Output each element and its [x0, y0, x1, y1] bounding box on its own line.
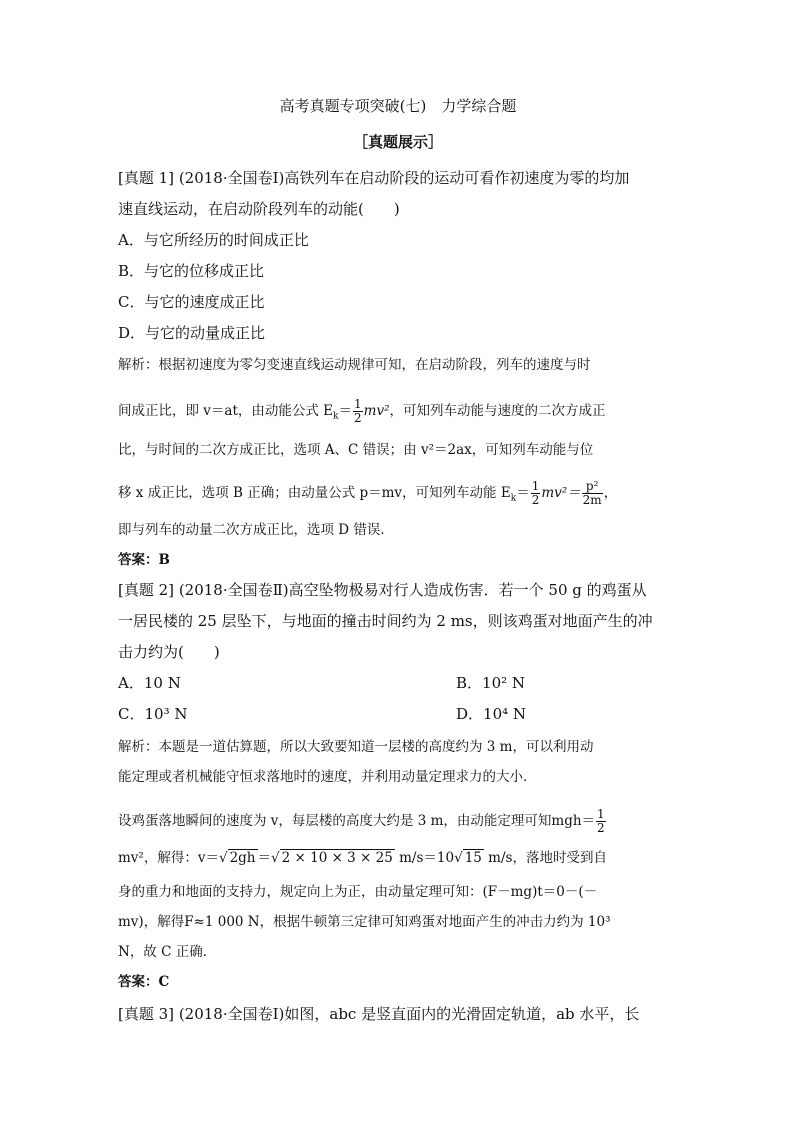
q1-option-d: D．与它的动量成正比 [118, 324, 266, 342]
q1-label: [真题 1] [118, 169, 175, 187]
q2-option-d: D．10⁴ N [456, 705, 527, 723]
q1-sol-2b: ，可知列车动能与速度的二次方成正 [389, 403, 606, 419]
q2-solution-line-6: mv)，解得F≈1 000 N，根据牛顿第三定律可知鸡蛋对地面产生的冲击力约为 10³ [118, 914, 611, 930]
frac-den-3: 2 [597, 821, 605, 835]
fraction-half-3 [596, 808, 606, 835]
q1-stem-text-1: 高铁列车在启动阶段的运动可看作初速度为零的均加 [284, 169, 630, 187]
frac-den-2: 2 [531, 493, 540, 507]
q2-solution-line-2: 能定理或者机械能守恒求落地时的速度，并利用动量定理求力的大小． [118, 769, 537, 785]
q2-source: (2018·全国卷Ⅱ) [178, 581, 289, 599]
q1-solution-line-2 [118, 398, 678, 427]
q2-sol-4a: mv²，解得：v＝ [118, 850, 219, 866]
frac-num-3: 1 [597, 807, 605, 821]
q1-option-b: B．与它的位移成正比 [118, 262, 265, 280]
q1-option-c: C．与它的速度成正比 [118, 293, 265, 311]
q3-source: (2018·全国卷Ⅰ) [178, 1005, 285, 1023]
frac-num: 1 [354, 397, 362, 411]
q2-option-c: C．10³ N [118, 705, 188, 723]
q1-stem-line-2: 速直线运动，在启动阶段列车的动能( ) [118, 200, 400, 218]
fraction-half-2 [531, 480, 541, 507]
q2-solution-line-7: N，故 C 正确． [118, 944, 217, 960]
q2-option-a: A．10 N [118, 674, 181, 692]
frac-den: 2 [354, 411, 362, 425]
q2-stem-line-2: 一居民楼的 25 层坠下，与地面的撞击时间约为 2 ms，则该鸡蛋对地面产生的冲 [118, 612, 653, 630]
q1-solution-line-4 [118, 480, 678, 509]
q2-solution-line-1: 解析：本题是一道估算题，所以大致要知道一层楼的高度约为 3 m，可以利用动 [118, 739, 594, 755]
q1-answer: 答案：B [118, 552, 170, 568]
mv2-term-2: mv²＝ [541, 485, 581, 501]
sqrt-sign-2: √ [271, 850, 280, 866]
sqrt-sign-3: √ [454, 850, 463, 866]
eq-sign-2: ＝ [516, 485, 530, 501]
q1-stem-line-1 [118, 168, 678, 188]
q2-option-b: B．10² N [456, 674, 526, 692]
q3-stem-line-1 [118, 1004, 678, 1024]
q2-stem-text-1: 高空坠物极易对行人造成伤害．若一个 50 g 的鸡蛋从 [288, 581, 647, 599]
sqrt-sign-1: √ [218, 850, 228, 866]
page-title: 高考真题专项突破(七) 力学综合题 [279, 97, 517, 115]
sqrt-15: 15 [464, 850, 482, 866]
mv2-term: mv² [363, 403, 390, 419]
eq-sign-3: ＝ [257, 850, 272, 866]
ek-subscript: k [333, 411, 339, 422]
frac-p2: p² [582, 480, 603, 494]
q1-sol-2a: 间成正比，即 v＝at，由动能公式 E [118, 403, 334, 419]
comma: ， [603, 485, 618, 501]
q3-label: [真题 3] [118, 1005, 175, 1023]
q1-solution-line-5: 即与列车的动量二次方成正比，选项 D 错误． [118, 522, 394, 538]
q1-source: (2018·全国卷Ⅰ) [178, 169, 285, 187]
q2-solution-line-4 [118, 848, 678, 868]
sqrt-2gh: 2gh [229, 850, 256, 866]
fraction-half [353, 398, 363, 425]
q2-stem-line-1 [118, 580, 678, 600]
q2-solution-line-3 [118, 808, 678, 835]
frac-num-2: 1 [531, 479, 540, 493]
q2-sol-4b: m/s＝10 [394, 850, 455, 866]
eq-sign: ＝ [338, 403, 353, 419]
ek-subscript-2: k [510, 493, 517, 504]
q2-options-row-1 [118, 673, 678, 693]
q3-stem-text-1: 如图，abc 是竖直面内的光滑固定轨道，ab 水平，长 [284, 1005, 640, 1023]
sqrt-expression: 2 × 10 × 3 × 25 [281, 850, 393, 866]
fraction-p2-2m [582, 480, 603, 507]
q2-sol-3: 设鸡蛋落地瞬间的速度为 v，每层楼的高度大约是 3 m，由动能定理可知mgh＝ [118, 813, 596, 829]
q1-solution-line-3: 比，与时间的二次方成正比，选项 A、C 错误；由 v²＝2ax，可知列车动能与位 [118, 442, 594, 458]
q1-sol-4a: 移 x 成正比，选项 B 正确；由动量公式 p＝mv，可知列车动能 E [118, 485, 511, 501]
section-heading: ［真题展示］ [352, 133, 443, 151]
q2-label: [真题 2] [118, 581, 175, 599]
frac-2m: 2m [582, 493, 602, 507]
q1-solution-line-1: 解析：根据初速度为零匀变速直线运动规律可知，在启动阶段，列车的速度与时 [118, 357, 591, 373]
q2-answer: 答案：C [118, 974, 170, 990]
q1-option-a: A．与它所经历的时间成正比 [118, 231, 309, 249]
q2-sol-4c: m/s，落地时受到自 [483, 850, 607, 866]
q2-options-row-2 [118, 704, 678, 724]
q2-solution-line-5: 身的重力和地面的支持力，规定向上为正，由动量定理可知：(F－mg)t＝0－(－ [118, 884, 598, 900]
q2-stem-line-3: 击力约为( ) [118, 643, 220, 661]
